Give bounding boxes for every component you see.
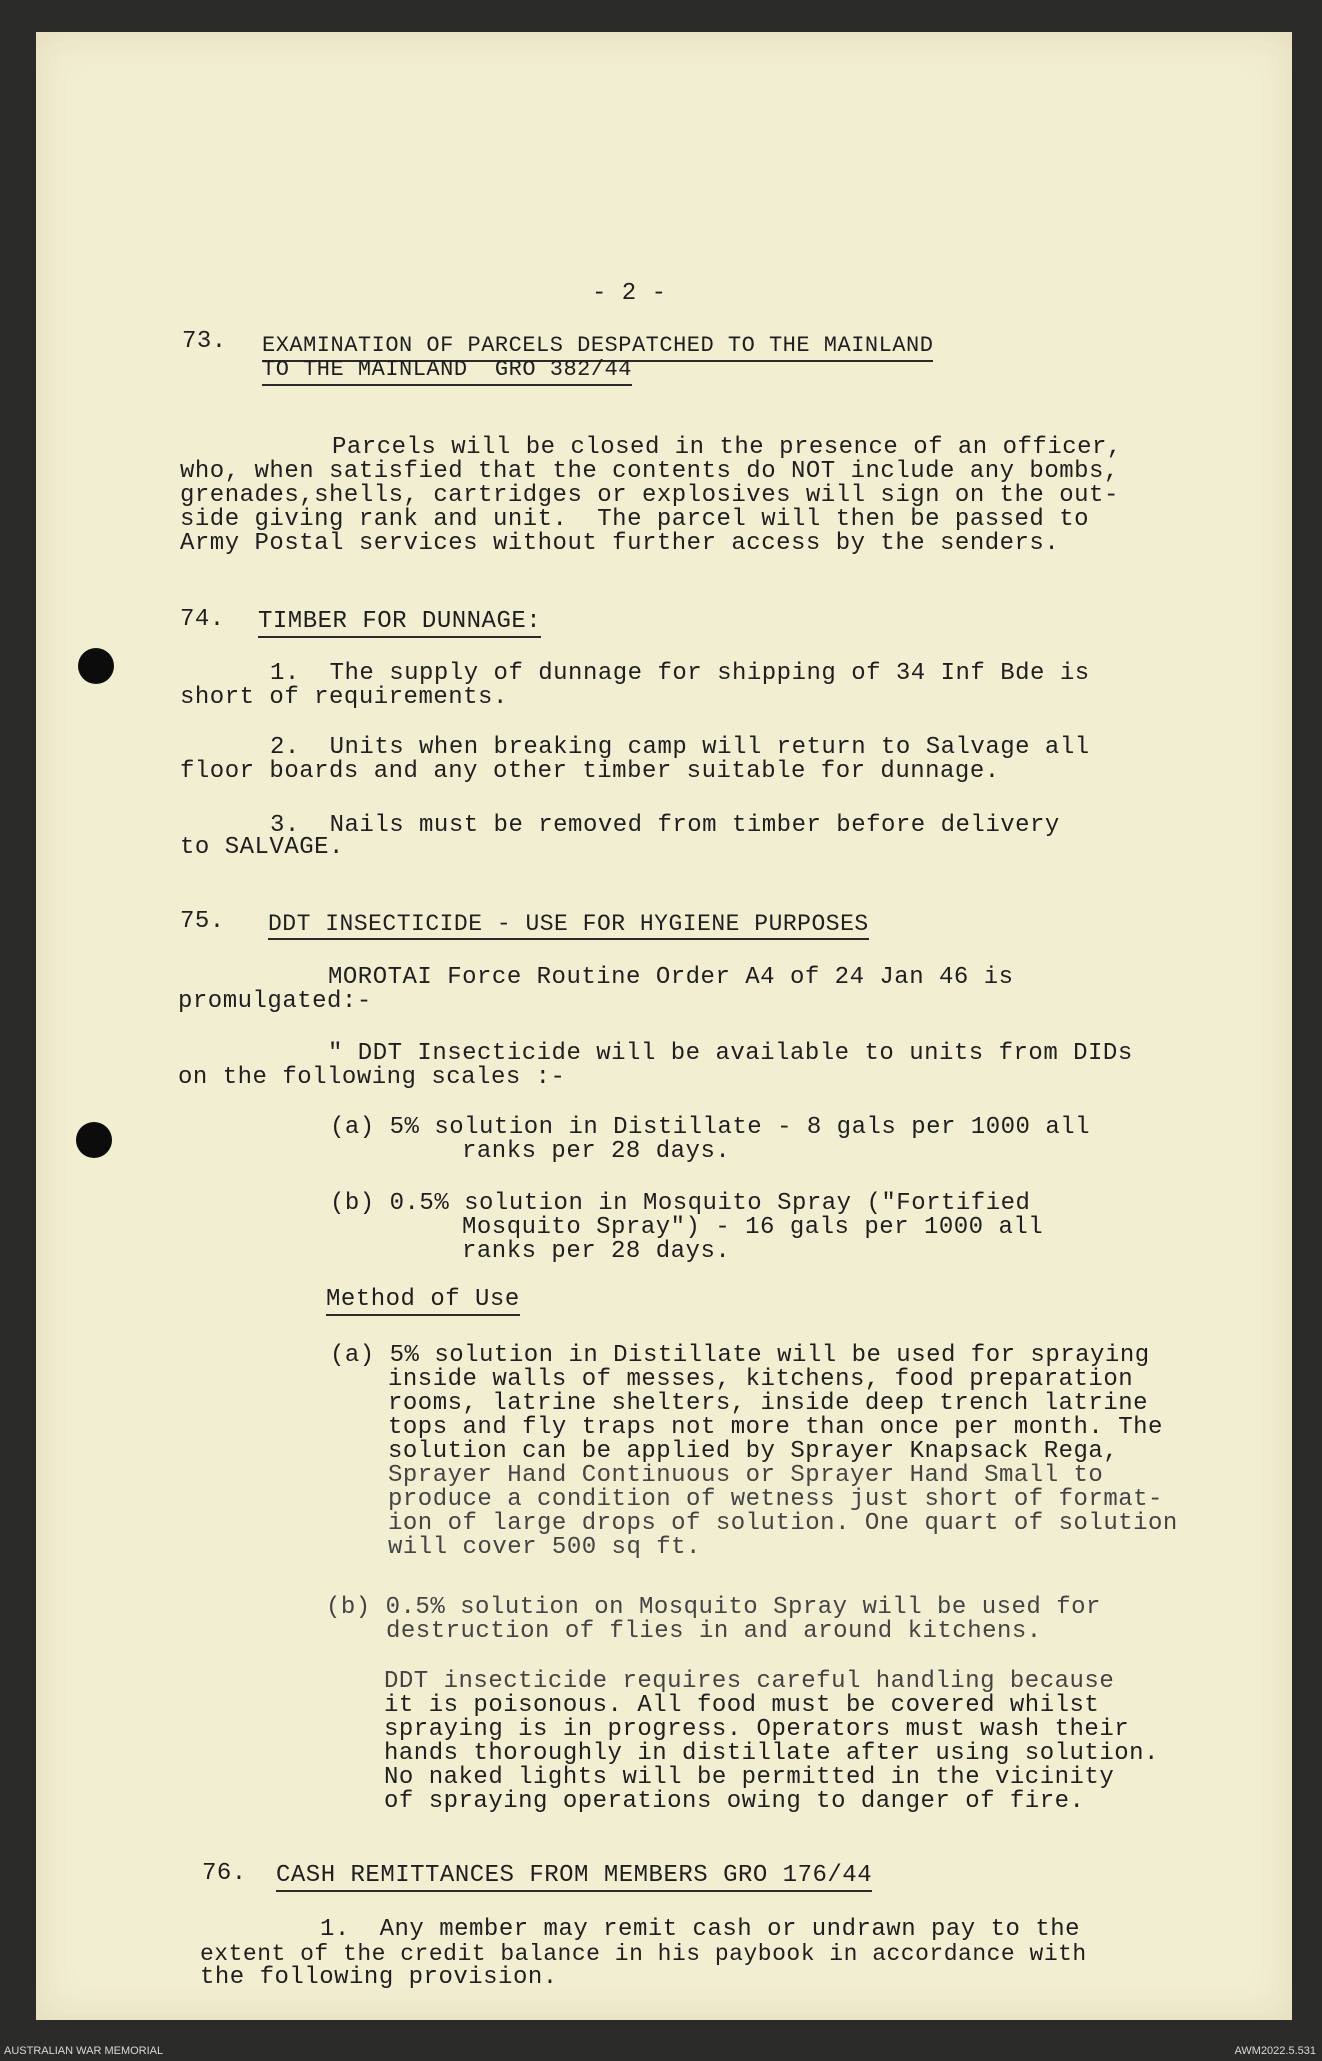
paragraph-line: Parcels will be closed in the presence of an officer, xyxy=(332,434,1122,461)
subsection-title: Method of Use xyxy=(326,1288,520,1316)
section-number: 76. xyxy=(202,1860,247,1887)
punch-hole xyxy=(76,1122,112,1158)
list-item: will cover 500 sq ft. xyxy=(388,1534,701,1561)
paragraph-line: 2. Units when breaking camp will return to Salvage all xyxy=(270,734,1090,761)
paragraph-line: " DDT Insecticide will be available to units from DIDs xyxy=(328,1040,1133,1067)
paragraph-line: 3. Nails must be removed from timber before delivery xyxy=(270,812,1060,839)
paragraph-line: 1. The supply of dunnage for shipping of 34 Inf Bde is xyxy=(270,660,1090,687)
paragraph-line: grenades,shells, cartridges or explosives will sign on the out- xyxy=(180,482,1119,509)
footer-catalog-number: AWM2022.5.531 xyxy=(1234,2045,1316,2057)
list-item: tops and fly traps not more than once per month. The xyxy=(388,1414,1163,1441)
paragraph-line: to SALVAGE. xyxy=(180,834,344,861)
page-number: - 2 - xyxy=(592,280,667,307)
paragraph-line: 1. Any member may remit cash or undrawn pay to the xyxy=(320,1916,1081,1943)
footer-institution: AUSTRALIAN WAR MEMORIAL xyxy=(4,2045,164,2057)
paragraph-line: MOROTAI Force Routine Order A4 of 24 Jan 46 is xyxy=(328,964,1014,991)
list-item: inside walls of messes, kitchens, food preparation xyxy=(388,1366,1134,1393)
section-number: 73. xyxy=(182,328,227,355)
warning-line: No naked lights will be permitted in the vicinity xyxy=(384,1764,1115,1791)
paragraph-line: extent of the credit balance in his paybook in accordance with xyxy=(200,1941,1087,1967)
section-title: TIMBER FOR DUNNAGE: xyxy=(258,610,541,638)
list-item: (b) 0.5% solution in Mosquito Spray ("Fortified xyxy=(330,1190,1031,1217)
list-item: Sprayer Hand Continuous or Sprayer Hand Small to xyxy=(388,1462,1104,1489)
paragraph-line: side giving rank and unit. The parcel will then be passed to xyxy=(180,506,1090,533)
paragraph-line: on the following scales :- xyxy=(178,1064,566,1091)
punch-hole xyxy=(78,648,114,684)
list-item: ranks per 28 days. xyxy=(462,1138,731,1165)
paragraph-line: the following provision. xyxy=(200,1964,558,1991)
list-item: (a) 5% solution in Distillate - 8 gals per 1000 all xyxy=(330,1114,1091,1141)
section-title: EXAMINATION OF PARCELS DESPATCHED TO THE MAINLAND xyxy=(262,334,933,362)
list-item: produce a condition of wetness just short of format- xyxy=(388,1486,1163,1513)
list-item: (b) 0.5% solution on Mosquito Spray will be used for xyxy=(326,1594,1101,1621)
paragraph-line: Army Postal services without further access by the senders. xyxy=(180,530,1060,557)
list-item: destruction of flies in and around kitchens. xyxy=(386,1618,1042,1645)
section-title: TO THE MAINLAND GRO 382/44 xyxy=(262,358,632,386)
list-item: (a) 5% solution in Distillate will be used for spraying xyxy=(330,1342,1150,1369)
list-item: solution can be applied by Sprayer Knapsack Rega, xyxy=(388,1438,1119,1465)
paragraph-line: promulgated:- xyxy=(178,988,372,1015)
list-item: ranks per 28 days. xyxy=(462,1238,731,1265)
section-title: DDT INSECTICIDE - USE FOR HYGIENE PURPOSES xyxy=(268,912,869,940)
paragraph-line: floor boards and any other timber suitable for dunnage. xyxy=(180,758,1000,785)
list-item: rooms, latrine shelters, inside deep trench latrine xyxy=(388,1390,1149,1417)
warning-line: of spraying operations owing to danger of fire. xyxy=(384,1788,1085,1815)
paragraph-line: who, when satisfied that the contents do NOT include any bombs, xyxy=(180,458,1119,485)
section-number: 74. xyxy=(180,606,225,633)
list-item: ion of large drops of solution. One quart of solution xyxy=(388,1510,1178,1537)
warning-line: DDT insecticide requires careful handling because xyxy=(384,1668,1115,1695)
warning-line: hands thoroughly in distillate after using solution. xyxy=(384,1740,1159,1767)
list-item: Mosquito Spray") - 16 gals per 1000 all xyxy=(462,1214,1044,1241)
warning-line: it is poisonous. All food must be covered whilst xyxy=(384,1692,1100,1719)
paragraph-line: short of requirements. xyxy=(180,684,508,711)
section-number: 75. xyxy=(180,908,225,935)
warning-line: spraying is in progress. Operators must wash their xyxy=(384,1716,1130,1743)
section-title: CASH REMITTANCES FROM MEMBERS GRO 176/44 xyxy=(276,1864,872,1892)
